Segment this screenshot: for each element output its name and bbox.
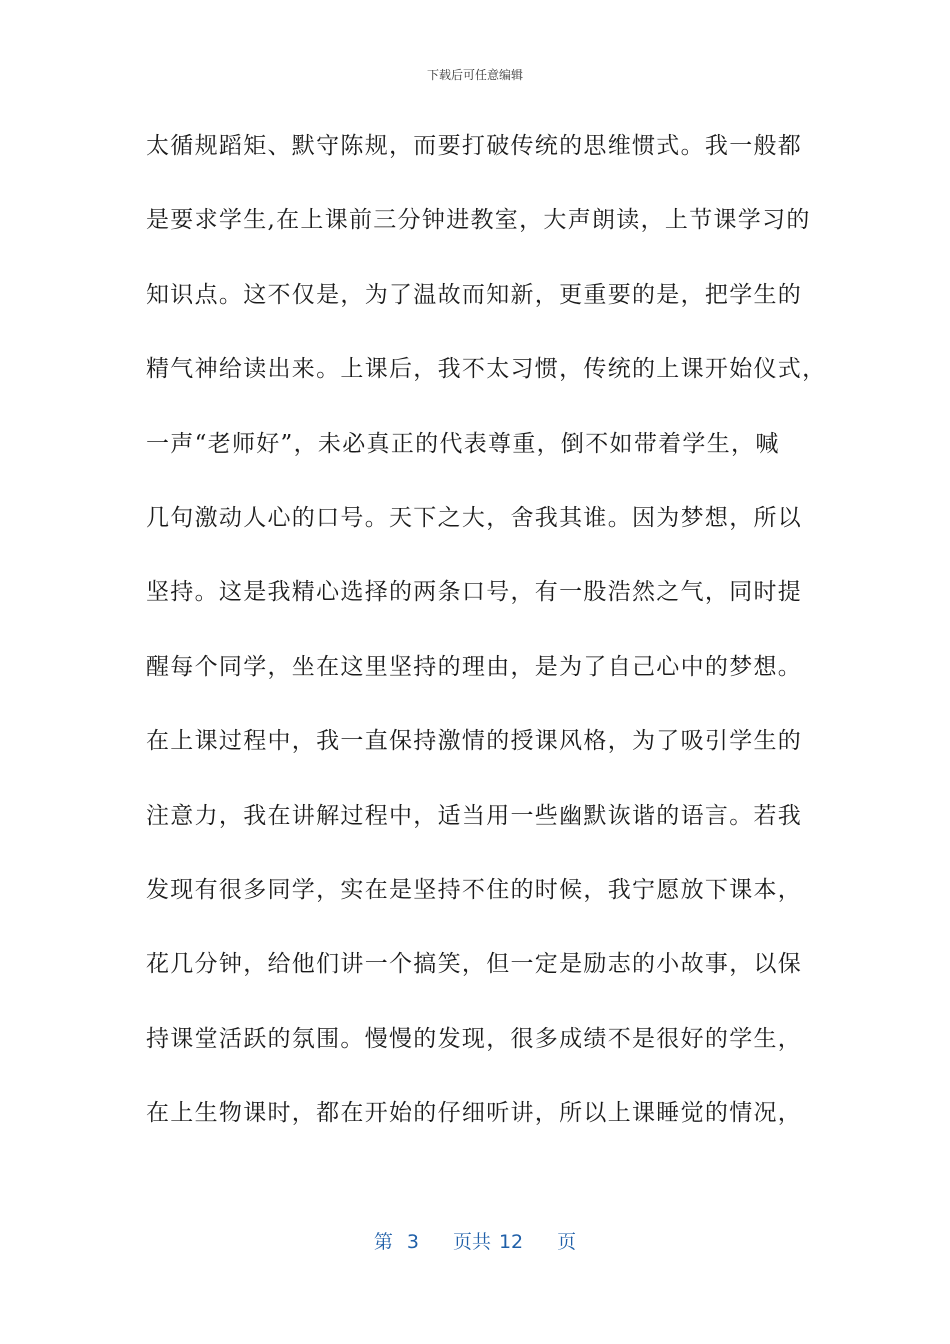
page-suffix: 页	[557, 1231, 577, 1253]
text-line: 精气神给读出来。上课后，我不太习惯，传统的上课开始仪式，	[146, 356, 827, 383]
text-line: 坚持。这是我精心选择的两条口号，有一股浩然之气，同时提	[146, 579, 803, 606]
page-label: 第	[373, 1231, 393, 1253]
text-line: 在上课过程中，我一直保持激情的授课风格，为了吸引学生的	[146, 728, 803, 755]
text-line: 太循规蹈矩、默守陈规，而要打破传统的思维惯式。我一般都	[146, 133, 803, 159]
text-line: 一声“老师好”，未必真正的代表尊重，倒不如带着学生，喊	[146, 430, 780, 457]
text-line: 发现有很多同学，实在是坚持不住的时候，我宁愿放下课本，	[146, 876, 803, 903]
text-line: 花几分钟，给他们讲一个搞笑，但一定是励志的小故事，以保	[146, 951, 803, 978]
page-footer	[0, 1227, 950, 1254]
text-line: 醒每个同学，坐在这里坚持的理由，是为了自己心中的梦想。	[146, 653, 803, 680]
text-line: 知识点。这不仅是，为了温故而知新，更重要的是，把学生的	[146, 281, 803, 308]
page-number: 3	[406, 1231, 419, 1253]
body-text	[146, 123, 827, 1164]
text-line: 持课堂活跃的氛围。慢慢的发现，很多成绩不是很好的学生，	[146, 1025, 803, 1052]
text-line: 在上生物课时，都在开始的仔细听讲，所以上课睡觉的情况，	[146, 1100, 803, 1127]
text-line: 几句激动人心的口号。天下之大，舍我其谁。因为梦想，所以	[146, 504, 803, 531]
text-line: 是要求学生,在上课前三分钟进教室，大声朗读，上节课学习的	[146, 207, 811, 234]
total-pages: 12	[498, 1231, 524, 1253]
text-line: 注意力，我在讲解过程中，适当用一些幽默诙谐的语言。若我	[146, 802, 803, 829]
page-header: 下载后可任意编辑	[426, 68, 523, 82]
total-pages-label: 页共	[452, 1231, 491, 1253]
